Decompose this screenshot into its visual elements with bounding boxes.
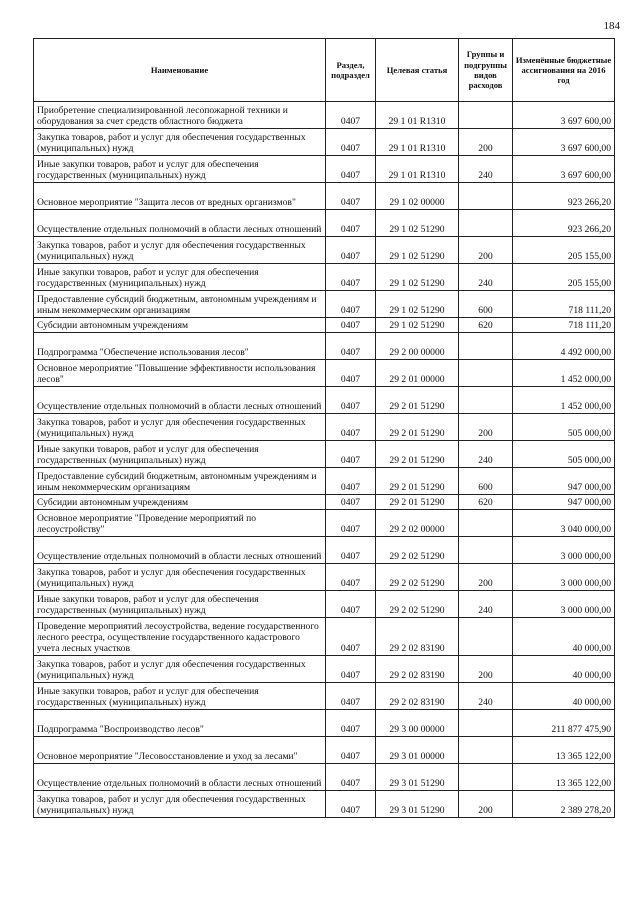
header-name: Наименование <box>34 39 326 102</box>
table-row <box>34 764 615 791</box>
cell-article: 29 1 02 51290 <box>376 318 459 333</box>
cell-article: 29 1 02 51290 <box>376 237 459 264</box>
cell-amount: 3 000 000,00 <box>513 564 615 591</box>
cell-article: 29 2 01 51290 <box>376 414 459 441</box>
cell-name: Подпрограмма "Воспроизводство лесов" <box>34 710 326 737</box>
table-row <box>34 441 615 468</box>
cell-group <box>459 618 513 656</box>
table-row <box>34 237 615 264</box>
cell-section: 0407 <box>326 737 376 764</box>
cell-amount: 40 000,00 <box>513 618 615 656</box>
cell-section: 0407 <box>326 264 376 291</box>
cell-section: 0407 <box>326 591 376 618</box>
cell-name: Иные закупки товаров, работ и услуг для обеспечения государственных (муниципальных) нужд <box>34 156 326 183</box>
table-header <box>34 39 615 102</box>
cell-group <box>459 710 513 737</box>
cell-group: 200 <box>459 414 513 441</box>
cell-name: Иные закупки товаров, работ и услуг для обеспечения государственных (муниципальных) нужд <box>34 264 326 291</box>
cell-amount: 1 452 000,00 <box>513 360 615 387</box>
cell-article: 29 2 01 51290 <box>376 468 459 495</box>
table-row <box>34 129 615 156</box>
cell-group <box>459 737 513 764</box>
cell-group: 200 <box>459 791 513 818</box>
cell-group: 240 <box>459 441 513 468</box>
cell-name: Закупка товаров, работ и услуг для обеспечения государственных (муниципальных) нужд <box>34 414 326 441</box>
cell-amount: 3 697 600,00 <box>513 129 615 156</box>
table-row <box>34 710 615 737</box>
cell-name: Иные закупки товаров, работ и услуг для обеспечения государственных (муниципальных) нужд <box>34 591 326 618</box>
cell-group: 620 <box>459 495 513 510</box>
table-row <box>34 468 615 495</box>
cell-section: 0407 <box>326 495 376 510</box>
cell-article: 29 2 02 00000 <box>376 510 459 537</box>
cell-amount: 947 000,00 <box>513 468 615 495</box>
cell-name: Основное мероприятие "Проведение мероприятий по лесоустройству" <box>34 510 326 537</box>
cell-amount: 40 000,00 <box>513 683 615 710</box>
table-row <box>34 510 615 537</box>
cell-name: Закупка товаров, работ и услуг для обеспечения государственных (муниципальных) нужд <box>34 564 326 591</box>
cell-amount: 3 000 000,00 <box>513 537 615 564</box>
cell-article: 29 2 02 51290 <box>376 537 459 564</box>
table-row <box>34 618 615 656</box>
cell-group <box>459 210 513 237</box>
cell-section: 0407 <box>326 564 376 591</box>
cell-group: 200 <box>459 656 513 683</box>
cell-article: 29 2 02 83190 <box>376 618 459 656</box>
cell-section: 0407 <box>326 510 376 537</box>
cell-name: Субсидии автономным учреждениям <box>34 495 326 510</box>
cell-article: 29 1 01 R1310 <box>376 102 459 129</box>
cell-group <box>459 537 513 564</box>
cell-article: 29 2 01 51290 <box>376 495 459 510</box>
cell-section: 0407 <box>326 183 376 210</box>
cell-name: Предоставление субсидий бюджетным, автономным учреждениям и иным некоммерческим организациям <box>34 468 326 495</box>
cell-name: Приобретение специализированной лесопожарной техники и оборудования за счет средств областного бюджета <box>34 102 326 129</box>
cell-group: 200 <box>459 237 513 264</box>
cell-section: 0407 <box>326 360 376 387</box>
cell-section: 0407 <box>326 656 376 683</box>
cell-name: Осуществление отдельных полномочий в области лесных отношений <box>34 210 326 237</box>
cell-amount: 1 452 000,00 <box>513 387 615 414</box>
cell-article: 29 2 02 83190 <box>376 683 459 710</box>
cell-amount: 4 492 000,00 <box>513 333 615 360</box>
cell-amount: 40 000,00 <box>513 656 615 683</box>
cell-name: Закупка товаров, работ и услуг для обеспечения государственных (муниципальных) нужд <box>34 237 326 264</box>
cell-section: 0407 <box>326 414 376 441</box>
cell-name: Осуществление отдельных полномочий в области лесных отношений <box>34 764 326 791</box>
cell-amount: 3 000 000,00 <box>513 591 615 618</box>
cell-article: 29 2 01 51290 <box>376 441 459 468</box>
page-number: 184 <box>603 20 620 32</box>
table-row <box>34 537 615 564</box>
table-row <box>34 264 615 291</box>
cell-group: 240 <box>459 683 513 710</box>
cell-section: 0407 <box>326 683 376 710</box>
cell-name: Предоставление субсидий бюджетным, автономным учреждениям и иным некоммерческим организациям <box>34 291 326 318</box>
cell-group: 200 <box>459 129 513 156</box>
table-row <box>34 156 615 183</box>
cell-section: 0407 <box>326 333 376 360</box>
cell-name: Осуществление отдельных полномочий в области лесных отношений <box>34 537 326 564</box>
cell-group <box>459 764 513 791</box>
cell-article: 29 1 02 51290 <box>376 264 459 291</box>
cell-group: 240 <box>459 591 513 618</box>
cell-article: 29 3 01 51290 <box>376 764 459 791</box>
cell-name: Проведение мероприятий лесоустройства, ведение государственного лесного реестра, осуществление государственного кадастрового учета лесных участков <box>34 618 326 656</box>
cell-article: 29 1 02 51290 <box>376 291 459 318</box>
cell-article: 29 2 01 00000 <box>376 360 459 387</box>
cell-section: 0407 <box>326 318 376 333</box>
cell-amount: 205 155,00 <box>513 237 615 264</box>
cell-amount: 718 111,20 <box>513 318 615 333</box>
cell-article: 29 1 01 R1310 <box>376 156 459 183</box>
table-row <box>34 564 615 591</box>
header-amount: Изменённые бюджетные ассигнования на 2016 год <box>513 39 615 102</box>
table-row <box>34 183 615 210</box>
cell-section: 0407 <box>326 710 376 737</box>
cell-section: 0407 <box>326 237 376 264</box>
cell-article: 29 1 01 R1310 <box>376 129 459 156</box>
budget-table <box>33 38 615 818</box>
cell-section: 0407 <box>326 156 376 183</box>
cell-article: 29 1 02 00000 <box>376 183 459 210</box>
cell-name: Закупка товаров, работ и услуг для обеспечения государственных (муниципальных) нужд <box>34 129 326 156</box>
cell-section: 0407 <box>326 102 376 129</box>
header-section: Раздел, подраздел <box>326 39 376 102</box>
cell-article: 29 3 01 00000 <box>376 737 459 764</box>
cell-section: 0407 <box>326 441 376 468</box>
header-groups: Группы и подгруппы видов расходов <box>459 39 513 102</box>
cell-article: 29 2 02 83190 <box>376 656 459 683</box>
cell-article: 29 1 02 51290 <box>376 210 459 237</box>
table-row <box>34 656 615 683</box>
cell-section: 0407 <box>326 537 376 564</box>
cell-section: 0407 <box>326 291 376 318</box>
table-row <box>34 102 615 129</box>
table-row <box>34 683 615 710</box>
header-article: Целевая статья <box>376 39 459 102</box>
cell-amount: 205 155,00 <box>513 264 615 291</box>
cell-name: Закупка товаров, работ и услуг для обеспечения государственных (муниципальных) нужд <box>34 791 326 818</box>
cell-name: Основное мероприятие "Повышение эффективности использования лесов" <box>34 360 326 387</box>
cell-name: Иные закупки товаров, работ и услуг для обеспечения государственных (муниципальных) нужд <box>34 441 326 468</box>
cell-name: Закупка товаров, работ и услуг для обеспечения государственных (муниципальных) нужд <box>34 656 326 683</box>
cell-group: 240 <box>459 156 513 183</box>
cell-amount: 3 697 600,00 <box>513 156 615 183</box>
table-row <box>34 333 615 360</box>
cell-amount: 13 365 122,00 <box>513 737 615 764</box>
table-row <box>34 737 615 764</box>
cell-amount: 2 389 278,20 <box>513 791 615 818</box>
cell-group: 240 <box>459 264 513 291</box>
cell-article: 29 3 00 00000 <box>376 710 459 737</box>
cell-section: 0407 <box>326 764 376 791</box>
cell-group <box>459 510 513 537</box>
cell-name: Субсидии автономным учреждениям <box>34 318 326 333</box>
cell-amount: 3 697 600,00 <box>513 102 615 129</box>
cell-amount: 505 000,00 <box>513 414 615 441</box>
table-row <box>34 318 615 333</box>
table-row <box>34 791 615 818</box>
table-row <box>34 387 615 414</box>
cell-section: 0407 <box>326 387 376 414</box>
cell-article: 29 3 01 51290 <box>376 791 459 818</box>
cell-amount: 923 266,20 <box>513 183 615 210</box>
table-row <box>34 495 615 510</box>
cell-group <box>459 183 513 210</box>
cell-name: Иные закупки товаров, работ и услуг для обеспечения государственных (муниципальных) нужд <box>34 683 326 710</box>
cell-section: 0407 <box>326 618 376 656</box>
cell-amount: 211 877 475,90 <box>513 710 615 737</box>
table-row <box>34 360 615 387</box>
cell-group: 600 <box>459 468 513 495</box>
cell-group <box>459 333 513 360</box>
cell-section: 0407 <box>326 129 376 156</box>
table-row <box>34 591 615 618</box>
cell-group <box>459 387 513 414</box>
cell-section: 0407 <box>326 791 376 818</box>
cell-article: 29 2 02 51290 <box>376 591 459 618</box>
cell-section: 0407 <box>326 210 376 237</box>
cell-group <box>459 102 513 129</box>
cell-article: 29 2 00 00000 <box>376 333 459 360</box>
table-row <box>34 210 615 237</box>
cell-group <box>459 360 513 387</box>
cell-name: Основное мероприятие "Лесовосстановление и уход за лесами" <box>34 737 326 764</box>
cell-group: 600 <box>459 291 513 318</box>
cell-amount: 505 000,00 <box>513 441 615 468</box>
cell-amount: 13 365 122,00 <box>513 764 615 791</box>
cell-name: Подпрограмма "Обеспечение использования лесов" <box>34 333 326 360</box>
cell-amount: 718 111,20 <box>513 291 615 318</box>
cell-group: 200 <box>459 564 513 591</box>
cell-group: 620 <box>459 318 513 333</box>
table-row <box>34 414 615 441</box>
cell-amount: 3 040 000,00 <box>513 510 615 537</box>
cell-article: 29 2 01 51290 <box>376 387 459 414</box>
cell-article: 29 2 02 51290 <box>376 564 459 591</box>
cell-section: 0407 <box>326 468 376 495</box>
table-row <box>34 291 615 318</box>
cell-name: Основное мероприятие "Защита лесов от вредных организмов" <box>34 183 326 210</box>
table-body <box>34 102 615 818</box>
cell-amount: 947 000,00 <box>513 495 615 510</box>
cell-name: Осуществление отдельных полномочий в области лесных отношений <box>34 387 326 414</box>
cell-amount: 923 266,20 <box>513 210 615 237</box>
